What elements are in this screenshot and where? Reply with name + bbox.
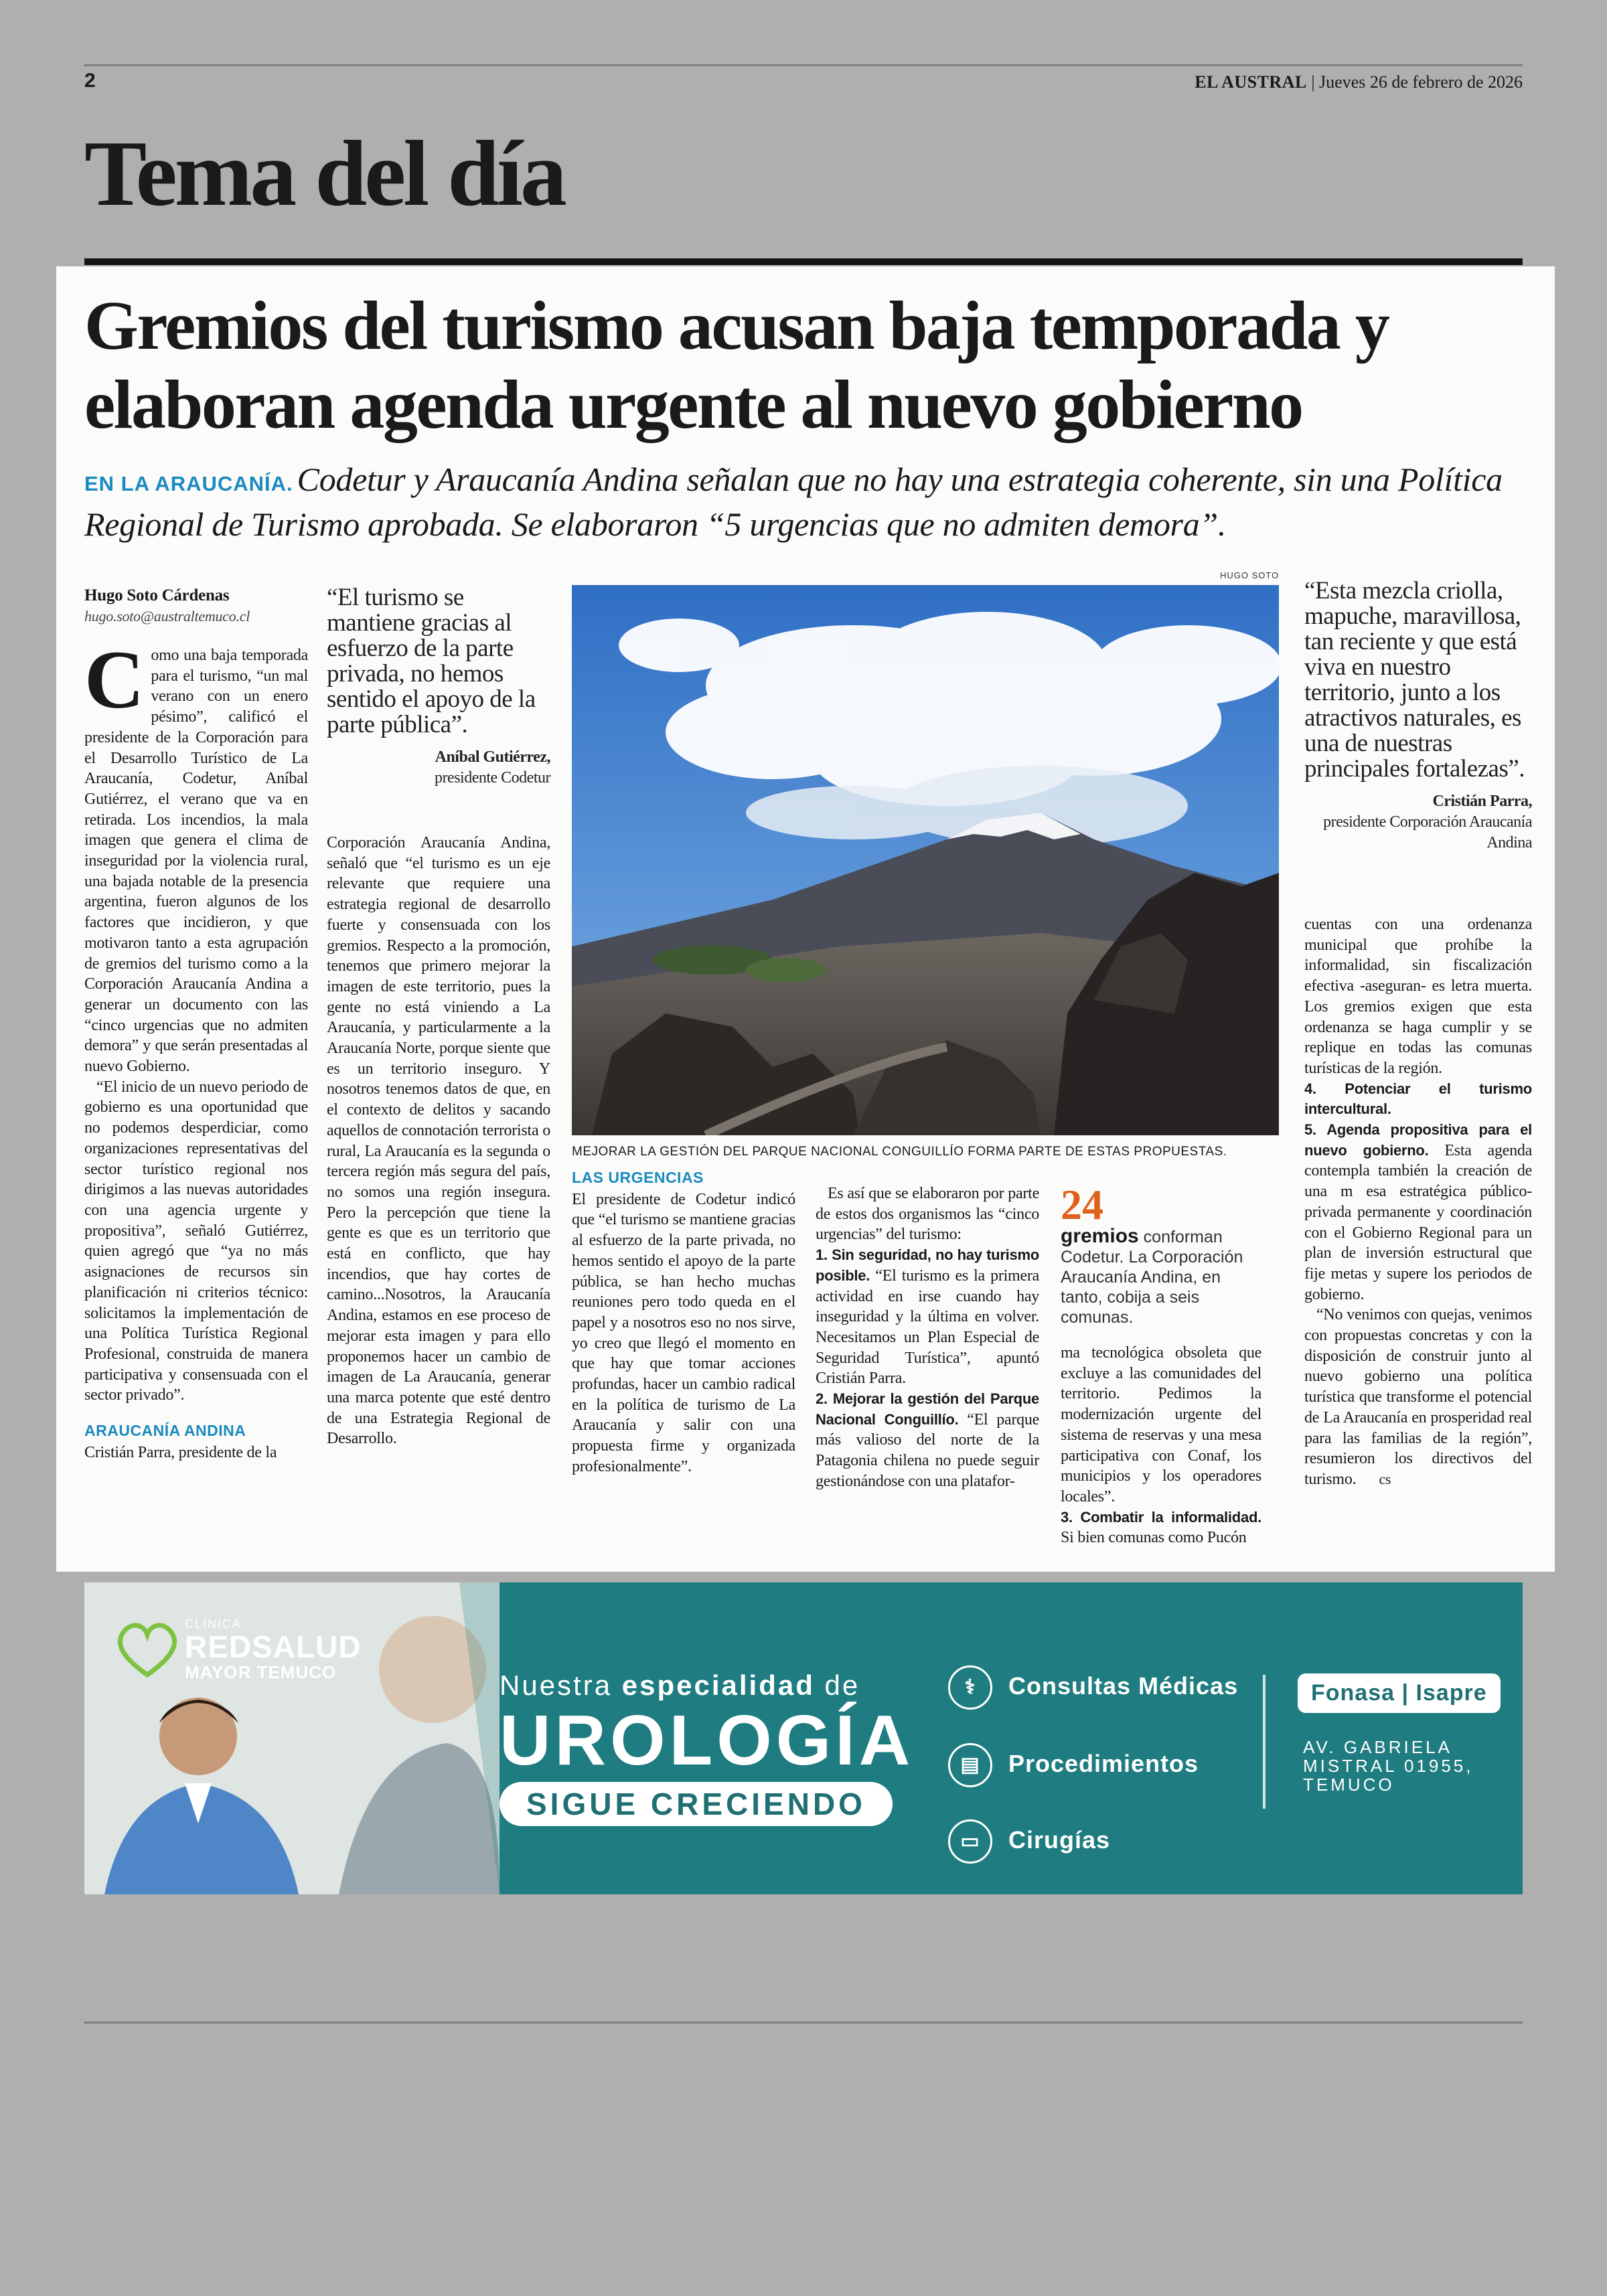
pull-quote-role: presidente Codetur xyxy=(435,769,550,787)
author-email[interactable]: hugo.soto@australtemuco.cl xyxy=(84,608,250,625)
insurance-badge: Fonasa | Isapre xyxy=(1298,1673,1501,1713)
paragraph: ma tecnológica obsoleta que excluye a las comunidades del territorio. Pedimos la modernización urgente del sistema de reservas y una mesa participativa con Conaf, los municipios y los operadores locales”. xyxy=(1061,1344,1261,1505)
ad-divider xyxy=(1263,1675,1266,1809)
urgency-4-label: 4. Potenciar el turismo intercultural. xyxy=(1304,1080,1532,1118)
stat-number: 24 xyxy=(1061,1181,1103,1228)
section-rule xyxy=(84,258,1523,265)
photo-caption: MEJORAR LA GESTIÓN DEL PARQUE NACIONAL CONGUILLÍO FORMA PARTE DE ESTAS PROPUESTAS. xyxy=(572,1145,1227,1159)
subhead-araucania-andina: ARAUCANÍA ANDINA xyxy=(84,1422,246,1440)
publication-name: EL AUSTRAL xyxy=(1195,72,1307,92)
urgency-2: 2. Mejorar la gestión del Parque Nacional Conguillío. “El parque más valioso del norte de la Patagonia chilena no puede seguir gestionándose con una platafor- xyxy=(816,1390,1040,1490)
clipboard-icon: ▤ xyxy=(948,1743,992,1787)
stat-box xyxy=(1061,1183,1261,1327)
urgency-3-label: 3. Combatir la informalidad. xyxy=(1061,1508,1261,1526)
advertisement-banner[interactable] xyxy=(84,1582,1523,1894)
clinic-name: REDSALUD xyxy=(185,1629,362,1664)
column-6 xyxy=(1304,914,1532,1490)
paragraph: Cristián Parra, presidente de la xyxy=(84,1443,277,1461)
top-rule xyxy=(84,64,1523,66)
paragraph: “No venimos con quejas, venimos con propuestas concretas y con la disposición de construir junto al nuevo gobierno una política turística que transforme el potencial de La Araucanía en prosperidad real para las familias de la región”, resumieron los directivos del turismo. cs xyxy=(1304,1305,1532,1489)
paragraph: Como una baja temporada para el turismo, “un mal verano con un enero pésimo”, calificó el presidente de la Corporación para el Desarrollo Turístico de La Araucanía, Codetur, Aníbal Gutiérrez, el verano que va en retirada. Los incendios, la mala imagen que genera el clima de inseguridad por la violencia rural, una bajada notable de la presencia argentina, fueron algunos de los factores que incidieron, y que motivaron tanto a esta agrupación de gremios del turismo como a la Corporación Araucanía Andina a generar un documento con las “cinco urgencias que no admiten demora” y que serán presentadas al nuevo Gobierno. xyxy=(84,634,308,1076)
dek-kicker: EN LA ARAUCANÍA. xyxy=(84,472,293,495)
clinic-logo xyxy=(118,1617,362,1683)
author-name: Hugo Soto Cárdenas xyxy=(84,586,230,604)
pull-quote-name: Aníbal Gutiérrez, xyxy=(435,748,550,766)
column-2 xyxy=(327,833,550,1449)
photo-conguillio xyxy=(572,585,1279,1135)
service-cirugias: ▭ Cirugías xyxy=(948,1817,1270,1864)
ad-specialty: UROLOGÍA xyxy=(500,1701,915,1780)
ad-pill: SIGUE CRECIENDO xyxy=(500,1782,893,1826)
pull-quote-role: presidente Corporación Araucanía Andina xyxy=(1323,813,1532,851)
urgency-3: 3. Combatir la informalidad. Si bien comunas como Pucón xyxy=(1061,1508,1261,1547)
bed-icon: ▭ xyxy=(948,1819,992,1864)
drop-cap: C xyxy=(84,634,145,726)
paragraph: Corporación Araucanía Andina, señaló que “el turismo es un eje relevante que requiere una estrategia regional de desarrollo fuerte y consensuada con los gremios. Respecto a la promoción, tenemos que primero mejorar la imagen de este territorio, pues la gente no está viniendo a La Araucanía, y particularmente a la Araucanía Norte, porque siente que es un territorio inseguro. Y nosotros tenemos datos de que, en el contexto de delitos y sacando aquellos de connotación terrorista o rural, La Araucanía es la segunda o tercera región más segura del país, no somos una región insegura. Pero la percepción que tiene la gente es que es un territorio que está en conflicto, que hay incendios, que hay cortes de camino...Nosotros, la Araucanía Andina, estamos en ese proceso de mejorar esta imagen y para ello proponemos hacer un cambio de imagen de La Araucanía, generar una marca potente que esté dentro de una Estrategia Regional de Desarrollo. xyxy=(327,834,550,1448)
ad-tagline xyxy=(500,1669,914,1826)
urgency-1: 1. Sin seguridad, no hay turismo posible. “El turismo es la primera actividad en irse cuando hay inseguridad y la última en volver. Necesitamos un Plan Especial de Seguridad Turística”, apuntó Cristián Parra. xyxy=(816,1246,1039,1388)
doctor-icon: ⚕ xyxy=(948,1665,992,1710)
stat-text: conforman Codetur. La Corporación Araucanía Andina, en tanto, cobija a seis comunas. xyxy=(1061,1228,1243,1327)
dek xyxy=(84,459,1537,544)
urgency-2-label: 2. Mejorar la gestión del Parque Nacional Conguillío. xyxy=(816,1390,1039,1428)
clinic-sub: MAYOR TEMUCO xyxy=(185,1662,337,1682)
urgency-5: 5. Agenda propositiva para el nuevo gobierno. Esta agenda contempla también la creación de una m esa estratégica público-privada permanente y coordinación con el Gobierno Regional para un plan de inversión estructural que fije metas y supere los periodos de gobierno. xyxy=(1304,1121,1533,1303)
column-1 xyxy=(84,585,308,1463)
end-mark: cs xyxy=(1379,1470,1391,1487)
bottom-rule xyxy=(84,2022,1523,2024)
clinic-small: CLÍNICA xyxy=(185,1617,242,1631)
pull-quote-text: “El turismo se mantiene gracias al esfuerzo de la parte privada, no hemos sentido el apoyo de la parte pública”. xyxy=(327,584,536,738)
urgency-5-label: 5. Agenda propositiva para el nuevo gobierno. xyxy=(1304,1121,1532,1159)
paragraph: cuentas con una ordenanza municipal que prohíbe la informalidad, sin fiscalización efectiva -aseguran- es letra muerta. Los gremios exigen que esta ordenanza se haga cumplir y se replique en todas las comunas turísticas de la región. xyxy=(1304,916,1532,1077)
pull-quote-name: Cristián Parra, xyxy=(1432,793,1532,810)
section-title: Tema del día xyxy=(84,122,564,226)
dek-text: Codetur y Araucanía Andina señalan que no hay una estrategia coherente, sin una Política Regional de Turismo aprobada. Se elaboraron “5 urgencias que no admiten demora”. xyxy=(84,461,1503,543)
clinic-address: AV. GABRIELA MISTRAL 01955, TEMUCO xyxy=(1303,1737,1474,1795)
photo-credit: HUGO SOTO xyxy=(1220,570,1280,580)
subhead-las-urgencias: LAS URGENCIAS xyxy=(572,1169,704,1186)
paragraph: “El inicio de un nuevo periodo de gobierno es una oportunidad que no podemos desperdiciar, como organizaciones representativas del sector turístico regional nos dirigimos a las nuevas autoridades con una agencia urgente y propositiva”, señaló Gutiérrez, quien agregó que “ya no más asignaciones de recursos sin planificación ni criterios técnico: solicitamos la implementación de una Política Turística Regional Profesional, construida de manera participativa y consensuada con el sector privado”. xyxy=(84,1078,308,1404)
column-3 xyxy=(572,1167,795,1477)
article xyxy=(56,266,1555,1572)
column-5 xyxy=(1061,1343,1261,1548)
pull-quote-attribution xyxy=(327,747,550,789)
paragraph: Es así que se elaboraron por parte de estos dos organismos las “cinco urgencias” del turismo: xyxy=(816,1185,1039,1244)
landscape-photo xyxy=(572,585,1279,1135)
publication-date: Jueves 26 de febrero de 2026 xyxy=(1319,72,1523,92)
ad-tagline-line: Nuestra especialidad de xyxy=(500,1669,860,1701)
pull-quote-gutierrez xyxy=(327,585,550,789)
stat-unit: gremios xyxy=(1061,1225,1139,1247)
urgency-1-label: 1. Sin seguridad, no hay turismo posible. xyxy=(816,1246,1039,1284)
pull-quote-parra xyxy=(1304,578,1532,853)
headline: Gremios del turismo acusan baja temporada y elaboran agenda urgente al nuevo gobierno xyxy=(84,287,1389,443)
pull-quote-attribution xyxy=(1304,791,1532,853)
service-procedimientos: ▤ Procedimientos xyxy=(948,1740,1270,1787)
service-consultas: ⚕ Consultas Médicas xyxy=(948,1663,1270,1710)
page-number: 2 xyxy=(84,70,96,92)
pull-quote-text: “Esta mezcla criolla, mapuche, maravillosa, tan reciente y que está viva en nuestro territorio, junto a los atractivos naturales, es una de nuestras principales fortalezas”. xyxy=(1304,577,1525,783)
paragraph: El presidente de Codetur indicó que “el turismo se mantiene gracias al esfuerzo de la parte privada, no hemos sentido el apoyo de la parte pública, se han hecho muchas reuniones pero todo queda en el papel y a nosotros eso no nos sirve, yo creo que llegó el momento en que hay que tomar acciones profundas, hacer un cambio radical en la política de turismo de La Araucanía y salir con una propuesta firme y organizada profesionalmente”. xyxy=(572,1190,795,1475)
column-4 xyxy=(816,1183,1039,1492)
urgency-4 xyxy=(1304,1079,1532,1120)
folio: EL AUSTRAL | Jueves 26 de febrero de 2026 xyxy=(1195,72,1523,92)
